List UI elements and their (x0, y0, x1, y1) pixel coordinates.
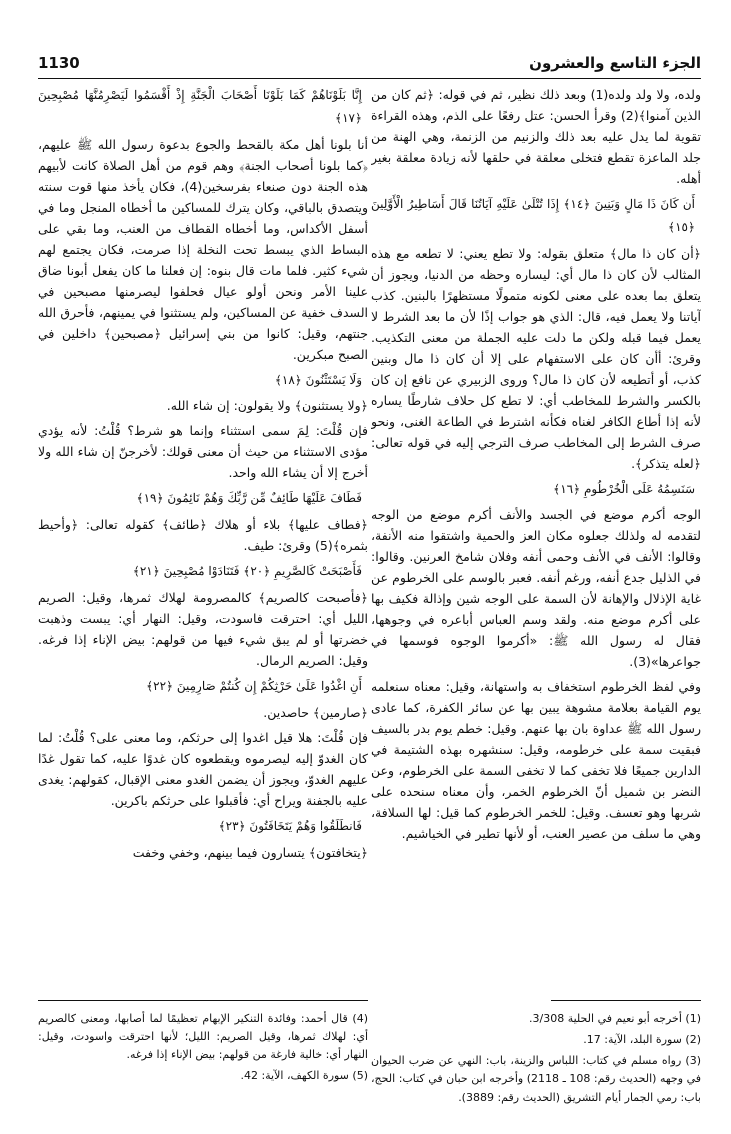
paragraph: ﴿فطاف عليها﴾ بلاء أو هلاك ﴿طائف﴾ كقوله تعالى: ﴿وأحيط بثمره﴾(5) وقرئ: طيف. (38, 517, 368, 554)
footnote-divider-left (38, 1000, 368, 1001)
paragraph: ﴿صارمين﴾ حاصدين. (263, 704, 368, 720)
quran-verse: أَن كَانَ ذَا مَالٍ وَبَنِينَ ﴿١٤﴾ إِذَا تُتْلَىٰ عَلَيْهِ آيَاتُنَا قَالَ أَسَاطِيرُ الْأَوَّلِينَ ﴿١٥﴾ (371, 197, 695, 234)
quran-verse: سَنَسِمُهُ عَلَى الْخُرْطُومِ ﴿١٦﴾ (553, 481, 695, 496)
page-number: 1130 (38, 54, 80, 72)
paragraph: ﴿أن كان ذا مال﴾ متعلق بقوله: ولا تطع يعني: لا تطعه مع هذه المثالب لأن كان ذا مال أي: ليساره وحظه من الدنيا، ويجوز أن يتعلق بما بعده على معنى لكونه متمولًا مستظهرًا بالبنين. كذب آياتنا ولا يعمل فيه، قال: الذي هو جواب إذًا لأن ما بعد الشرط لا يعمل فيما قبله ولكن ما دلت عليه الجملة من معنى التكذيب. وقرئ: أأن كان على الاستفهام على إلا أن كان ذا مال وبنين كذب، أو أتطيعه لأن كان ذا مال؟ وروى الزبيري عن نافع إن كان بالكسر والشرط للمخاطب أي: لا تطع كل حلاف شارطًا يساره لأنه إذا أطاع الكافر لغناه فكأنه اشترط في الطاعة الغنى، ونحو صرف الشرط إلى المخاطب صرف الترجي إليه في قوله تعالى: ﴿لعله يتذكر﴾. (371, 245, 701, 471)
quran-verse: فَأَصْبَحَتْ كَالصَّرِيمِ ﴿٢٠﴾ فَتَنَادَوْا مُصْبِحِينَ ﴿٢١﴾ (132, 564, 362, 579)
right-column (371, 84, 701, 890)
running-title: الجزء التاسع والعشرون (529, 54, 701, 72)
paragraph: ﴿ولا يستثنون﴾ ولا يقولون: إن شاء الله. (166, 398, 368, 414)
paragraph: فإن قُلْتَ: هلا قيل اغدوا إلى حرثكم، وما معنى على؟ قُلْتُ: لما كان الغدوّ إليه ليصرموه ويقطعوه كان غدوًا عليه، كما تقول غدًا عليهم الغدوّ، ويجوز أن يضمن الغدو معنى الإقبال، كقولهم: يغدى عليه بالجفنة ويراح أي: فأقبلوا على حرثكم باكرين. (38, 729, 368, 808)
footnote: (1) أخرجه أبو نعيم في الحلية 3/308. (529, 1012, 701, 1025)
paragraph: فإن قُلْتَ: لِمَ سمى استثناء وإنما هو شرط؟ قُلْتُ: لأنه يؤدي مؤدى الاستثناء من حيث أن معنى قولك: لأخرجنّ إن شاء الله ولا أخرج إلا أن يشاء الله واحد. (38, 423, 368, 481)
quran-verse: إِنَّا بَلَوْنَاهُمْ كَمَا بَلَوْنَا أَصْحَابَ الْجَنَّةِ إِذْ أَقْسَمُوا لَيَصْرِمُنَّهَا مُصْبِحِينَ ﴿١٧﴾ (38, 88, 362, 125)
left-column (38, 84, 368, 890)
footnote: (3) رواه مسلم في كتاب: اللباس والزينة، باب: النهي عن ضرب الحيوان في وجهه (الحديث رقم: 108 ـ 2118) وأخرجه ابن حبان في كتاب: الحج، باب: رمي الجمار أيام التشريق (الحديث رقم: 3889). (371, 1054, 702, 1104)
paragraph: أنا بلونا أهل مكة بالقحط والجوع بدعوة رسول الله ﷺ عليهم، ﴿كما بلونا أصحاب الجنة﴾ وهم قوم من أهل الصلاة كانت لأبيهم هذه الجنة دون صنعاء بفرسخين(4)، فكان يأخذ منها قوت سنته ويتصدق بالباقي، وكان يترك للمساكين ما أخطاه المنجل وما في أسفل الأكداس، وما أخطاه القطاف من العنب، وما بقي على البساط الذي يبسط تحت النخلة إذا صرمت، فكان يجتمع لهم شيء كثير. فلما مات قال بنوه: إن فعلنا ما كان يفعل أبونا ضاق علينا الأمر ونحن أولو عيال فحلفوا ليصرمنها مصبحين في السدف خفية عن المساكين، ولم يستثنوا في يمينهم، فأحرق الله جنتهم، وقيل: كانوا من بني إسرائيل ﴿مصبحين﴾ داخلين في الصبح مبكرين. (38, 136, 368, 362)
page-header (38, 52, 701, 79)
footnote: (2) سورة البلد، الآية: 17. (583, 1033, 701, 1047)
footnote-divider-right (551, 1000, 701, 1001)
quran-verse: أَنِ اغْدُوا عَلَىٰ حَرْثِكُمْ إِن كُنتُمْ صَارِمِينَ ﴿٢٢﴾ (146, 678, 362, 693)
paragraph: ﴿فأصبحت كالصريم﴾ كالمصرومة لهلاك ثمرها، وقيل: الصريم الليل أي: احترقت فاسودت، وقيل: النهار أي: يبست وذهبت خضرتها أو لم يبق شيء فيها من قولهم: بيض الإناء إذا فرغه. وقيل: الصريم الرمال. (38, 589, 368, 668)
paragraph: ﴿يتخافتون﴾ يتسارون فيما بينهم، وخفي وخفت (132, 844, 368, 860)
quran-verse: فَطَافَ عَلَيْهَا طَائِفٌ مِّن رَّبِّكَ وَهُمْ نَائِمُونَ ﴿١٩﴾ (136, 491, 362, 506)
quran-verse: وَلَا يَسْتَثْنُونَ ﴿١٨﴾ (274, 372, 362, 387)
paragraph: ولده، ولا ولد ولده(1) وبعد ذلك نظير، ثم في قوله: ﴿ثم كان من الذين آمنوا﴾(2) وقرأ الحسن: عتل رفعًا على الذم، وهذه القراءة تقوية لما يدل عليه بعد ذلك والزنيم من الزنمة، وهي الهنة من جلد الماعزة تقطع فتخلى معلقة في حلقها لأنه زيادة معلقة بغير أهله. (371, 87, 701, 186)
quran-verse: فَانطَلَقُوا وَهُمْ يَتَخَافَتُونَ ﴿٢٣﴾ (218, 818, 362, 833)
footnote: (5) سورة الكهف، الآية: 42. (240, 1069, 368, 1083)
paragraph: وفي لفظ الخرطوم استخفاف به واستهانة، وقيل: معناه سنعلمه يوم القيامة بعلامة مشوهة يبين بها عن سائر الكفرة، كما عادى رسول الله ﷺ عداوة بان بها عنهم. وقيل: خطم يوم بدر بالسيف فبقيت سمة على خرطومه، وقيل: سنشهره بهذه الشتيمة في الدارين جميعًا فلا تخفى كما لا تخفى السمة على الخرطوم، وعن النضر بن شميل أنّ الخرطوم الخمر، وأن معناه سنحده على شربها وهو تعسف. وقيل: للخمر الخرطوم كما قيل: لها السلافة، وهي ما سلف من عصير العنب، أو لأنها تطير في الخياشيم. (371, 679, 701, 842)
footnotes-left (38, 1010, 368, 1089)
footnotes-right (371, 1010, 701, 1110)
footnote: (4) قال أحمد: وفائدة التنكير الإبهام تعظيمًا لما أصابها، ومعنى كالصريم أي: لهلاك ثمرها، وقيل الصريم: الليل؛ لأنها احترقت واسودت، وقيل: النهار أي: خالية فارغة من قولهم: بيض الإناء إذا فرغه. (38, 1012, 368, 1062)
paragraph: الوجه أكرم موضع في الجسد والأنف أكرم موضع من الوجه لتقدمه له ولذلك جعلوه مكان العز والحمية واشتقوا منه الأنفة، وقالوا: الأنف في الأنف وحمى أنفه وفلان شامخ العرنين. وقالوا: في الذليل جدع أنفه، ورغم أنفه. فعبر بالوسم على الخرطوم عن غاية الإذلال والإهانة لأن السمة على الوجه شين وإذالة فكيف بها على أكرم موضع منه. ولقد وسم العباس أباعره في وجوهها، فقال له رسول الله ﷺ: «أكرموا الوجوه فوسمها في جواعرها»(3). (371, 507, 701, 670)
